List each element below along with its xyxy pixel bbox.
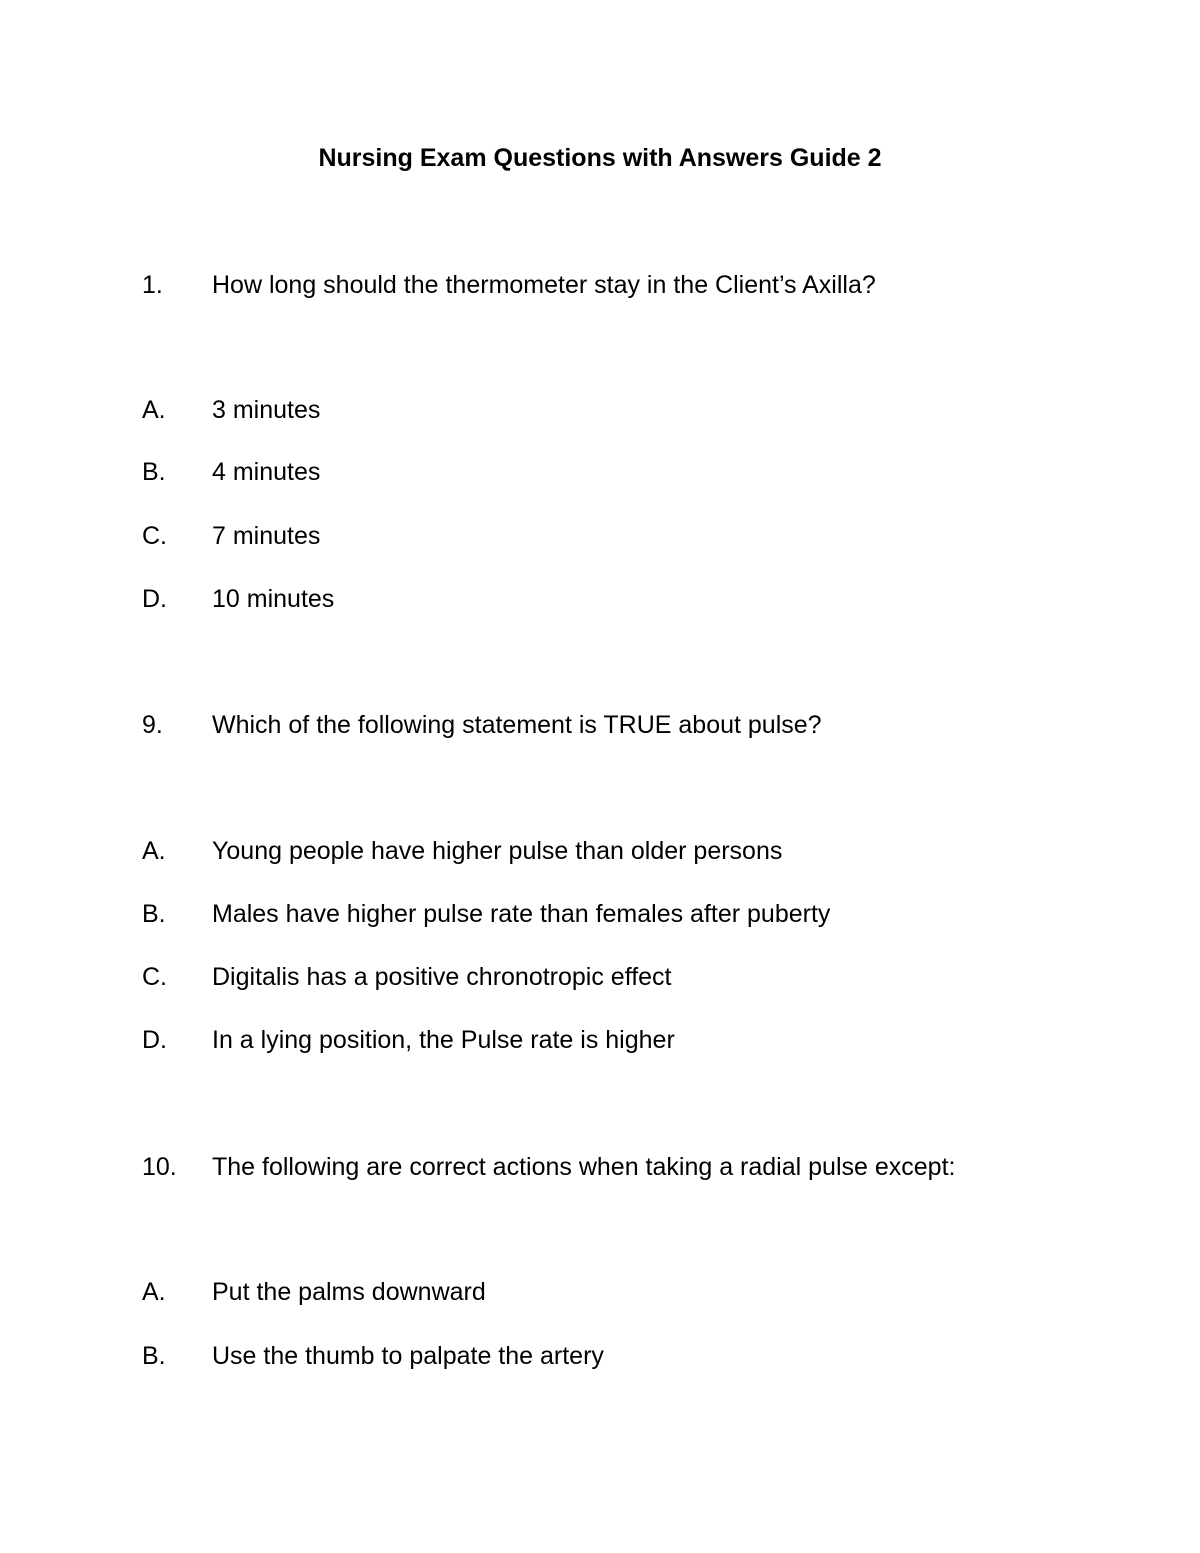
option-letter: A. [142,837,166,865]
question-text: How long should the thermometer stay in the Client’s Axilla? [212,271,876,299]
option-text: 10 minutes [212,585,335,613]
option-text: Males have higher pulse rate than females after puberty [212,900,831,928]
option-text: Put the palms downward [212,1278,486,1306]
question-number: 10. [142,1153,177,1181]
option-letter: B. [142,1342,166,1370]
option-text: 3 minutes [212,396,321,424]
option-text: 7 minutes [212,522,321,550]
option-letter: A. [142,396,166,424]
option-text: In a lying position, the Pulse rate is higher [212,1026,675,1054]
question-text: Which of the following statement is TRUE about pulse? [212,711,822,739]
option-letter: B. [142,900,166,928]
option-letter: B. [142,458,166,486]
question-number: 1. [142,271,163,299]
option-letter: C. [142,522,167,550]
question-text: The following are correct actions when taking a radial pulse except: [212,1153,956,1181]
document-title: Nursing Exam Questions with Answers Guide 2 [318,144,882,172]
question-number: 9. [142,711,163,739]
option-text: Digitalis has a positive chronotropic effect [212,963,672,991]
option-text: Use the thumb to palpate the artery [212,1342,604,1370]
option-text: Young people have higher pulse than older persons [212,837,783,865]
option-letter: D. [142,1026,167,1054]
option-letter: D. [142,585,167,613]
option-letter: A. [142,1278,166,1306]
option-text: 4 minutes [212,458,321,486]
option-letter: C. [142,963,167,991]
